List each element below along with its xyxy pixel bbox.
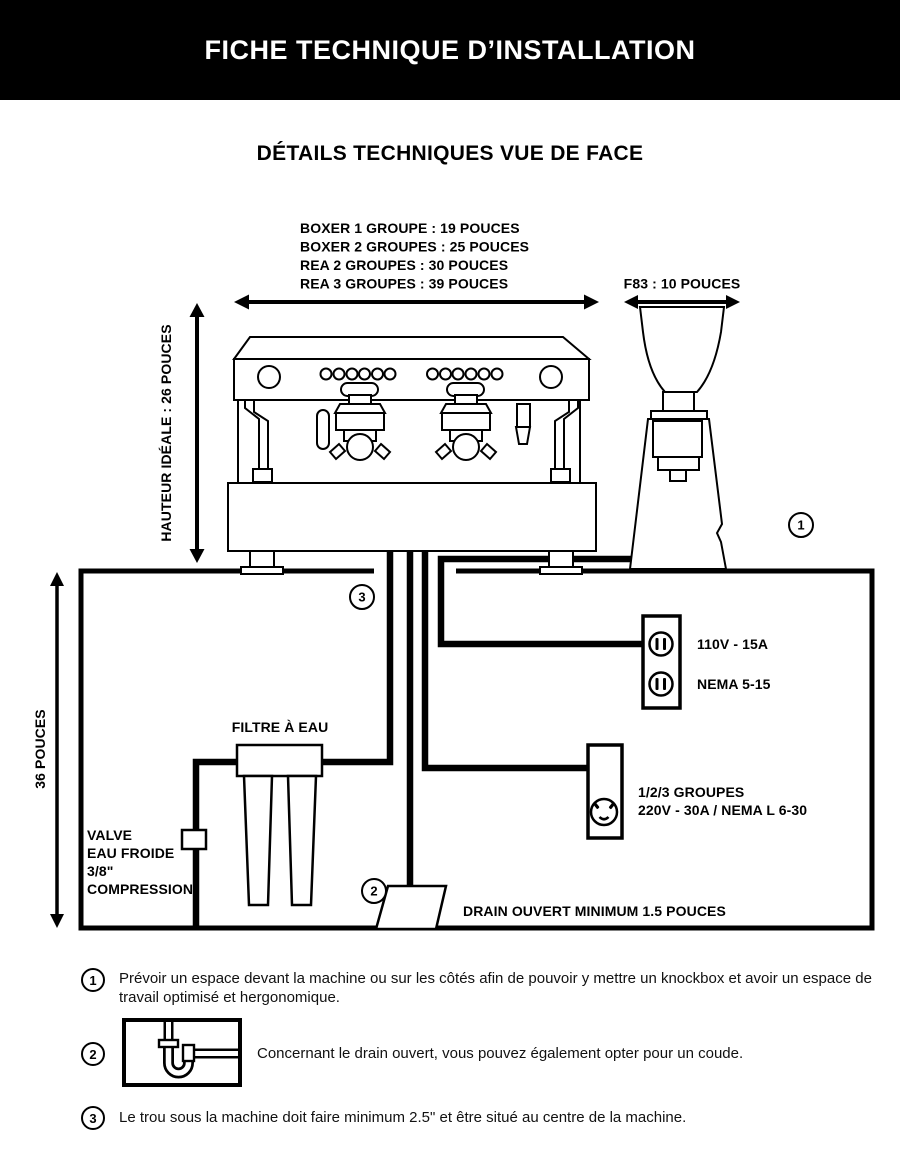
machine-width-label: BOXER 1 GROUPE : 19 POUCES — [300, 220, 520, 236]
drain-label: DRAIN OUVERT MINIMUM 1.5 POUCES — [463, 903, 726, 919]
grinder-spout — [670, 470, 686, 481]
grinder-collar — [651, 411, 707, 419]
arrowhead-up-icon — [50, 572, 64, 586]
filter-cartridge — [244, 776, 272, 905]
espresso-machine-illustration — [228, 337, 596, 574]
group-head — [330, 395, 390, 460]
hot-water-nozzle — [516, 427, 530, 444]
note-2-badge — [81, 1042, 105, 1066]
note-2-text: Concernant le drain ouvert, vous pouvez également opter pour un coude. — [257, 1045, 744, 1062]
portafilter — [453, 434, 479, 460]
slot-icon — [656, 638, 659, 650]
callout-2-number: 2 — [370, 883, 378, 899]
valve-label-line: EAU FROIDE — [87, 845, 175, 861]
valve-label-line: 3/8" — [87, 863, 114, 879]
hot-water-tap — [517, 404, 530, 427]
water-filter-label: FILTRE À EAU — [231, 719, 329, 735]
machine-front-panel — [234, 359, 589, 400]
portafilter — [347, 434, 373, 460]
portafilter-handle — [436, 444, 451, 459]
outlet-110v-rating: 110V - 15A — [697, 636, 769, 652]
machine-width-label: REA 3 GROUPES : 39 POUCES — [300, 275, 509, 292]
filter-head — [237, 745, 322, 776]
callout-1-number: 1 — [797, 517, 805, 533]
machine-width-dimension — [234, 220, 599, 310]
note-1-badge — [81, 968, 105, 992]
portafilter-handle — [375, 444, 390, 459]
valve-label-line: VALVE — [87, 827, 133, 843]
machine-foot — [250, 551, 274, 567]
page-title: FICHE TECHNIQUE D’INSTALLATION — [204, 34, 696, 65]
machine-base — [228, 483, 596, 551]
filter-cartridge — [288, 776, 316, 905]
counter-height-label: 36 POUCES — [32, 709, 48, 789]
slot-icon — [663, 638, 666, 650]
trap-coupling — [183, 1045, 194, 1061]
slot-icon — [656, 678, 659, 690]
note-1-text: Prévoir un espace devant la machine ou sur les côtés afin de pouvoir y mettre un knockbox et avoir un espace de travail optimisé et hergonomique. — [119, 970, 872, 1006]
machine-width-label: REA 2 GROUPES : 30 POUCES — [300, 257, 509, 273]
group-head — [436, 395, 496, 460]
machine-width-label: BOXER 2 GROUPES : 25 POUCES — [300, 238, 530, 255]
receptacle-icon — [650, 633, 673, 656]
outlet-220v-rating: 220V - 30A / NEMA L 6-30 — [638, 802, 808, 818]
machine-leg — [245, 400, 268, 471]
outlet-110v-type: NEMA 5-15 — [697, 676, 771, 692]
note-3-number: 3 — [89, 1110, 97, 1126]
note-3-badge — [81, 1106, 105, 1130]
valve-label-line: COMPRESSION — [87, 881, 194, 897]
machine-top-panel — [234, 337, 589, 359]
machine-leg-foot — [253, 469, 272, 482]
counter-height-dimension — [32, 572, 64, 928]
diagram-subtitle: DÉTAILS TECHNIQUES VUE DE FACE — [256, 142, 644, 165]
receptacle-icon — [650, 673, 673, 696]
arrowhead-right-icon — [584, 295, 599, 310]
note-3-text: Le trou sous la machine doit faire minimum 2.5" et être situé au centre de la machine. — [119, 1109, 687, 1126]
machine-knob — [258, 366, 280, 388]
machine-leg — [555, 400, 578, 471]
machine-knob — [540, 366, 562, 388]
grinder-doser — [653, 421, 702, 457]
arrowhead-down-icon — [50, 914, 64, 928]
p-trap-drawing — [126, 1022, 238, 1083]
portafilter-handle — [330, 444, 345, 459]
slot-icon — [663, 678, 666, 690]
grinder-neck — [663, 392, 694, 411]
grinder-hopper — [640, 307, 724, 392]
p-trap-figure — [122, 1018, 242, 1087]
machine-height-dimension — [158, 303, 205, 563]
machine-foot — [549, 551, 573, 567]
arrowhead-left-icon — [234, 295, 249, 310]
steam-wand — [317, 410, 329, 449]
callout-3-number: 3 — [358, 589, 366, 605]
note-2-number: 2 — [89, 1046, 97, 1062]
grinder-illustration — [630, 307, 726, 569]
machine-leg-foot — [551, 469, 570, 482]
cabinet-outline — [81, 571, 872, 928]
machine-foot-pad — [241, 567, 283, 574]
counter-cabinet — [81, 564, 872, 928]
arrowhead-down-icon — [190, 549, 205, 563]
outlet-220v-groups: 1/2/3 GROUPES — [638, 784, 745, 800]
trap-coupling — [159, 1040, 178, 1047]
valve-body — [182, 830, 206, 849]
machine-height-label: HAUTEUR IDÉALE : 26 POUCES — [158, 324, 174, 542]
grinder-width-dimension — [624, 276, 741, 310]
note-1-number: 1 — [89, 972, 97, 988]
machine-foot-pad — [540, 567, 582, 574]
portafilter-handle — [481, 444, 496, 459]
grinder-chute — [658, 457, 699, 470]
grinder-width-label: F83 : 10 POUCES — [623, 275, 741, 292]
arrowhead-left-icon — [624, 295, 638, 309]
arrowhead-up-icon — [190, 303, 205, 317]
arrowhead-right-icon — [726, 295, 740, 309]
